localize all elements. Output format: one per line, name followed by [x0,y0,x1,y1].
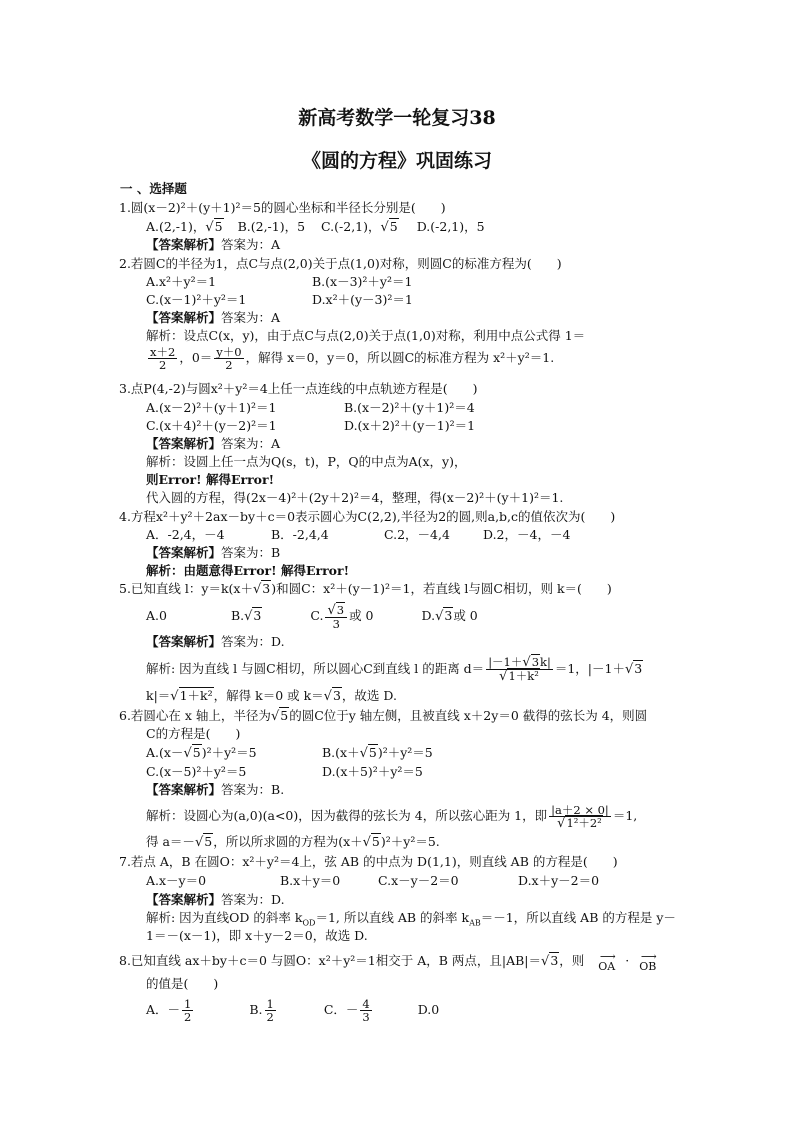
q3-stem: 3.点P(4,-2)与圆x²＋y²＝4上任一点连线的中点轨迹方程是( ) [119,381,478,396]
q4-explanation: 解析：由题意得Error! 解得Error! [146,563,350,578]
q3-option-c: C.(x＋4)²＋(y－2)²＝1 [146,418,277,433]
sqrt-3: √3 [252,581,271,597]
q8-option-d: D.0 [417,1002,440,1017]
q7-explanation-1: 解析: 因为直线OD 的斜率 $k_{OD}=1$, 所以直线 AB 的斜率 $k_{AB}=-1$，所以直线 AB 的方程是 y－ [146,910,676,928]
q1-option-d: D.(-2,1)，5 [416,219,485,234]
fraction: $\frac{1}{2}$ [184,997,192,1024]
q2-answer: 【答案解析】答案为：A [146,310,281,325]
q3-option-d: D.(x＋2)²＋(y－1)²＝1 [344,418,476,433]
q6-answer: 【答案解析】答案为：B. [146,782,285,797]
q3-option-a: A.(x－2)²＋(y＋1)²＝1 [146,400,277,415]
fraction: $\frac{√3}{3}$ [325,604,347,630]
q7-explanation-2: 1＝－(x－1)，即 x＋y－2＝0，故选 D. [146,928,368,943]
q5-option-a: A.0 [146,608,167,623]
fraction: $\frac{|a+2 \times 0|}{\text{√1²＋2²}}$ [551,802,609,831]
q6-explanation-1: 解析：设圆心为(a,0)(a<0)，因为截得的弦长为 4，所以弦心距为 1，即 $\frac{|a+2 \times 0|}{\text{√1²＋2²}}$ ＝1, [146,802,638,831]
q2-option-c: C.(x－1)²＋y²＝1 [146,292,247,307]
q1-option-a: A.(2,-1)， [146,219,206,234]
fraction: $\frac{|-1+√3k|}{\text{√1＋k²}}$ [488,655,551,684]
q5-explanation-2: k|＝√1＋k²，解得 k＝0 或 k＝√3，故选 D. [146,688,397,704]
q7-option-a: A.x－y＝0 [146,873,207,888]
q6-explanation-2: 得 a＝－√5，所以所求圆的方程为(x＋√5)²＋y²＝5. [146,834,440,850]
fraction: $\frac{4}{3}$ [362,997,370,1024]
q6-stem-2: C的方程是( ) [146,726,241,741]
q8-option-b: B. $\frac{1}{2}$ [249,997,274,1024]
fraction: $\frac{x+2}{2}$ [150,345,176,372]
fraction: $\frac{1}{2}$ [266,997,274,1024]
q7-option-d: D.x＋y－2＝0 [518,873,600,888]
q7-option-c: C.x－y－2＝0 [378,873,459,888]
sqrt-3: √3 [541,953,559,969]
q5-answer: 【答案解析】答案为：D. [146,634,285,649]
q5-options [146,602,478,631]
q6-stem: 6.若圆心在 x 轴上，半径为√5的圆C位于y 轴左侧，且被直线 x＋2y＝0 截得的弦长为 4，则圆 [119,708,648,724]
q5-explanation-1: 解析: 因为直线 l 与圆C相切，所以圆心C到直线 l 的距离 d＝ $\frac{|-1+√3k|}{\text{√1＋k²}}$ ＝1，|－1＋√3 [146,655,643,684]
q3-answer: 【答案解析】答案为：A [146,436,281,451]
q2-explanation-2: $\frac{x+2}{2}$ ，0＝ $\frac{y+0}{2}$ ，解得 x＝0，y＝0，所以圆C的标准方程为 x²＋y²＝1. [150,345,555,372]
fraction: $\frac{y+0}{2}$ [216,345,242,372]
sqrt-5: √5 [205,219,223,235]
q1-stem: 1.圆(x－2)²＋(y＋1)²＝5的圆心坐标和半径长分别是( ) [119,200,446,215]
q8-option-c: C．－ $\frac{4}{3}$ [323,997,370,1024]
q4-option-b: B．-2,4,4 [271,527,329,542]
q5-stem: 5.已知直线 l：y＝k(x＋√3)和圆C：x²＋(y－1)²＝1，若直线 l与圆C相切，则 k＝( ) [119,581,612,597]
sqrt-5: √5 [380,219,398,235]
q1-option-c: C.(-2,1)， [321,219,381,234]
section-heading: 一 、选择题 [120,181,187,196]
q6-option-c: C.(x－5)²＋y²＝5 [146,764,247,779]
q1-option-b: B.(2,-1)，5 [237,219,306,234]
q4-option-d: D.2，－4，－4 [483,527,571,542]
q5-option-b: B.√3 [230,608,262,624]
q8-option-a: A．－ $\frac{1}{2}$ [146,997,192,1024]
q6-option-b: B.(x＋√5)²＋y²＝5 [322,745,433,761]
q4-option-c: C.2，－4,4 [384,527,450,542]
q2-option-a: A.x²＋y²＝1 [146,274,217,289]
q8-stem: 8.已知直线 ax＋by＋c＝0 与圆O：x²＋y²＝1相交于 A，B 两点，且|AB|＝√3，则 ⟶ OA · ⟶ OB [119,949,657,973]
q3-option-b: B.(x－2)²＋(y＋1)²＝4 [344,400,475,415]
q1-options [146,219,485,235]
q3-explanation-1: 解析：设圆上任一点为Q(s，t)，P，Q的中点为A(x，y)， [146,454,467,469]
q4-option-a: A．-2,4，－4 [146,527,225,542]
q7-stem: 7.若点 A，B 在圆O：x²＋y²＝4上，弦 AB 的中点为 D(1,1)，则直线 AB 的方程是( ) [119,854,618,869]
q4-answer: 【答案解析】答案为：B [146,545,281,560]
q3-explanation-3: 代入圆的方程，得(2x－4)²＋(2y＋2)²＝4，整理，得(x－2)²＋(y＋1)²＝1. [146,490,564,505]
q7-option-b: B.x＋y＝0 [280,873,341,888]
q8-stem-2: 的值是( ) [146,976,219,991]
q2-option-d: D.x²＋(y－3)²＝1 [312,292,413,307]
doc-title: 新高考数学一轮复习38 [298,107,496,129]
q5-option-d: D.√3或 0 [421,608,478,624]
q8-options [146,994,439,1026]
q2-stem: 2.若圆C的半径为1，点C与点(2,0)关于点(1,0)对称，则圆C的标准方程为( ) [119,256,562,271]
q1-answer: 【答案解析】答案为：A [146,237,281,252]
q2-explanation-1: 解析：设点C(x，y)，由于点C与点(2,0)关于点(1,0)对称，利用中点公式得 1＝ [146,328,586,343]
q7-answer: 【答案解析】答案为：D. [146,892,285,907]
q4-stem: 4.方程x²＋y²＋2ax－by＋c＝0表示圆心为C(2,2),半径为2的圆,则a,b,c的值依次为( ) [119,509,616,524]
sqrt-5: √5 [270,708,289,724]
q6-option-a: A.(x－√5)²＋y²＝5 [146,745,257,761]
doc-subtitle: 《圆的方程》巩固练习 [301,150,492,172]
q2-option-b: B.(x－3)²＋y²＝1 [312,274,413,289]
vector-oa: ⟶ OA [598,949,616,973]
q5-option-c: C. $\frac{√3}{3}$ 或 0 [310,602,374,631]
q3-explanation-2: 则Error! 解得Error! [146,472,275,487]
vector-ob: ⟶ OB [639,949,657,973]
q6-option-d: D.(x＋5)²＋y²＝5 [322,764,423,779]
